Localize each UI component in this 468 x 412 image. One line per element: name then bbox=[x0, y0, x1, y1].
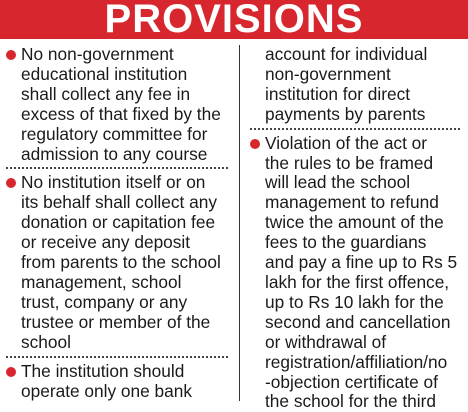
provision-line: No non-government bbox=[21, 44, 174, 64]
bullet-icon bbox=[6, 367, 16, 377]
provision-continuation bbox=[244, 45, 468, 125]
provision-line: will lead the school bbox=[265, 172, 411, 193]
provision-line: and pay a fine up to Rs 5 bbox=[265, 252, 458, 273]
bullet-icon bbox=[6, 178, 16, 188]
provision-line: educational institution bbox=[21, 63, 188, 84]
provision-line: shall collect any fee in bbox=[21, 83, 191, 104]
provision-line: fees to the guardians bbox=[265, 232, 427, 253]
provision-line: payments by parents bbox=[265, 103, 426, 124]
column-divider bbox=[239, 45, 240, 401]
provision-line: from parents to the school bbox=[21, 252, 221, 273]
provision-line: excess of that fixed by the bbox=[21, 103, 221, 124]
provision-line: or receive any deposit bbox=[21, 232, 191, 253]
provision-line: lakh for the first offence, bbox=[265, 271, 450, 292]
provision-line: non-government bbox=[265, 63, 391, 84]
provision-line: donation or capitation fee bbox=[21, 212, 216, 233]
provision-line: Violation of the act or bbox=[265, 132, 428, 153]
provision-line: twice the amount of the bbox=[265, 212, 444, 233]
dotted-separator bbox=[6, 356, 228, 358]
provision-line: school bbox=[21, 331, 71, 352]
provision-line: or withdrawal of bbox=[265, 331, 387, 352]
provision-line: registration/affiliation/no bbox=[265, 351, 448, 372]
provision-line: institution for direct bbox=[265, 83, 411, 104]
page-title: PROVISIONS bbox=[0, 0, 468, 39]
provision-line: the rules to be framed bbox=[265, 152, 434, 173]
provision-item bbox=[0, 173, 234, 352]
bullet-icon bbox=[250, 139, 260, 149]
provision-item bbox=[0, 45, 234, 164]
bullet-icon bbox=[6, 50, 16, 60]
provision-line: trustee or member of the bbox=[21, 311, 211, 332]
provision-line: -objection certificate of bbox=[265, 371, 438, 392]
provision-line: account for individual bbox=[265, 44, 428, 64]
provision-line: its behalf shall collect any bbox=[21, 192, 217, 213]
provision-line: up to Rs 10 lakh for the bbox=[265, 291, 444, 312]
provision-line: management, school bbox=[21, 271, 182, 292]
provision-line: the school for the third bbox=[265, 391, 436, 412]
dotted-separator bbox=[250, 128, 460, 130]
provision-line: The institution should bbox=[21, 360, 185, 381]
provision-line: regulatory committee for bbox=[21, 123, 208, 144]
dotted-separator bbox=[6, 167, 228, 169]
left-column bbox=[0, 45, 234, 401]
right-column bbox=[244, 45, 468, 412]
provision-line: admission to any course bbox=[21, 143, 208, 164]
provision-line: trust, company or any bbox=[21, 291, 188, 312]
provision-line: operate only one bank bbox=[21, 380, 193, 401]
provision-item bbox=[0, 362, 234, 402]
provision-item bbox=[244, 134, 468, 412]
provision-line: No institution itself or on bbox=[21, 172, 206, 193]
provision-line: second and cancellation bbox=[265, 311, 451, 332]
provision-line: management to refund bbox=[265, 192, 439, 213]
